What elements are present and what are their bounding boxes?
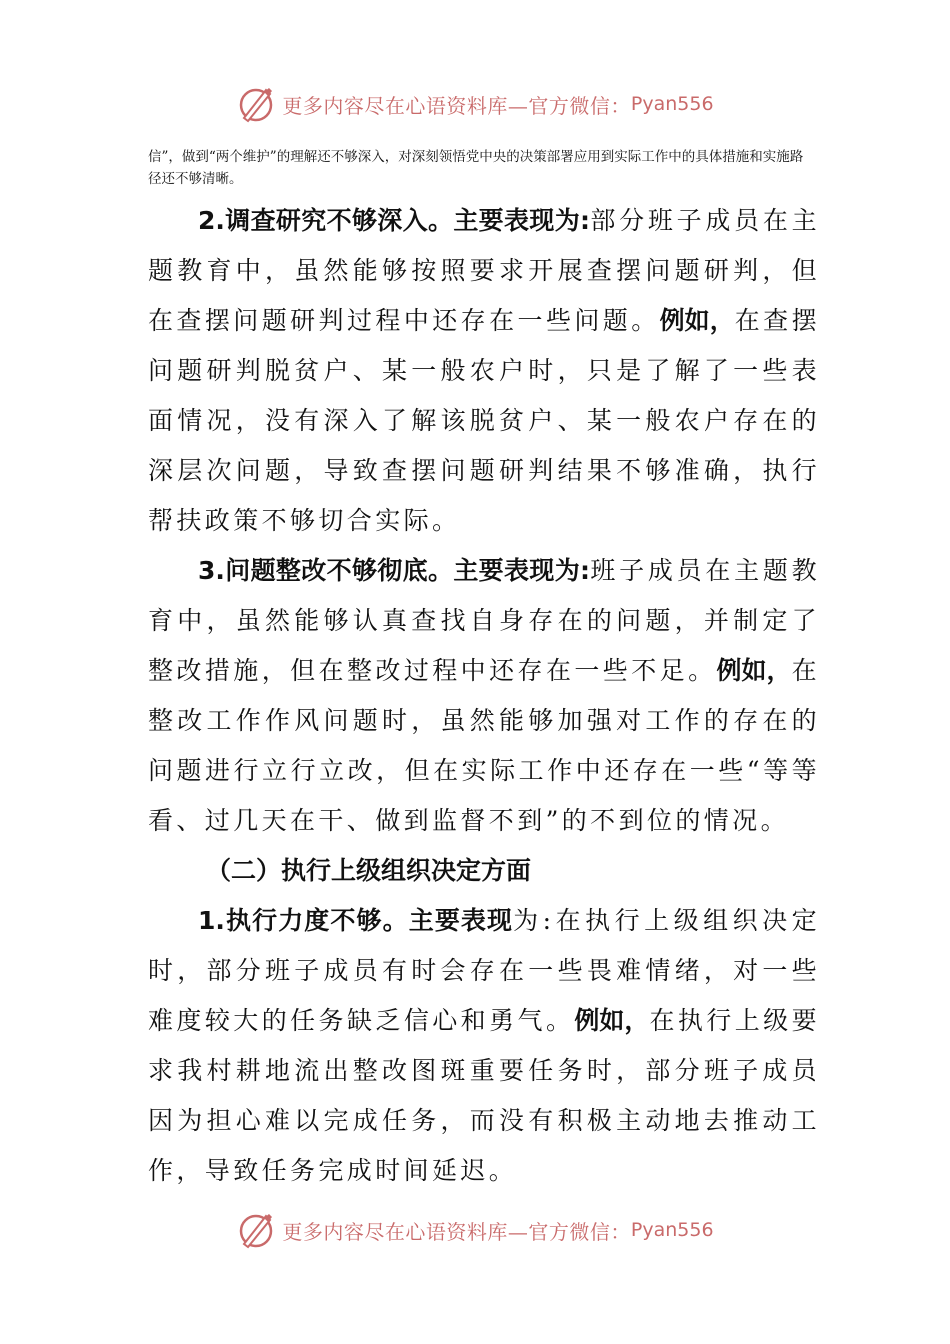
paragraph-rectification [148, 546, 820, 846]
example-label-2: 例如， [716, 656, 792, 685]
intro-paragraph: 信”，做到“两个维护”的理解还不够深入，对深刻领悟党中央的决策部署应用到实际工作中的具体措施和实施路径还不够清晰。 [148, 149, 804, 187]
text-investigation-2: 在查摆问题研判脱贫户、某一般农户时，只是了解了一些表面情况，没有深入了解该脱贫户、某一般农户存在的深层次问题，导致查摆问题研判结果不够准确，执行帮扶政策不够切合实际。 [148, 306, 820, 535]
example-label-1: 例如， [659, 306, 735, 335]
text-execution-1: 为:在执行上级组织决定时，部分班子成员有时会存在一些畏难情绪，对一些难度较大的任务缺乏信心和勇气。 [148, 906, 820, 1035]
paragraph-investigation [148, 196, 820, 546]
text-rectification-2: 在整改工作作风问题时，虽然能够加强对工作的存在的问题进行立行立改，但在实际工作中还存在一些“等等看、过几天在干、做到监督不到”的不到位的情况。 [148, 656, 820, 835]
watermark-banner-top [0, 82, 950, 126]
section-heading-2 [148, 846, 820, 896]
section-title: （二）执行上级组织决定方面 [206, 856, 532, 885]
heading-execution: 1.执行力度不够。主要表现 [198, 906, 514, 935]
text-rectification-1: 班子成员在主题教育中，虽然能够认真查找自身存在的问题，并制定了整改措施，但在整改过程中还存在一些不足。 [148, 556, 820, 685]
heading-rectification: 3.问题整改不够彻底。主要表现为: [198, 556, 591, 585]
pen-logo-icon [236, 84, 276, 124]
text-investigation-1: 部分班子成员在主题教育中，虽然能够按照要求开展查摆问题研判，但在查摆问题研判过程中还存在一些问题。 [148, 206, 820, 335]
watermark-wechat: Pyan556 [630, 93, 714, 115]
watermark-wechat: Pyan556 [630, 1219, 714, 1241]
watermark-banner-bottom [0, 1208, 950, 1252]
heading-investigation: 2.调查研究不够深入。主要表现为: [198, 206, 591, 235]
pen-logo-icon [236, 1210, 276, 1250]
text-execution-2: 在执行上级要求我村耕地流出整改图斑重要任务时，部分班子成员因为担心难以完成任务，而没有积极主动地去推动工作，导致任务完成时间延迟。 [148, 1006, 820, 1185]
paragraph-execution [148, 896, 820, 1196]
document-body [148, 196, 820, 1196]
example-label-3: 例如， [574, 1006, 650, 1035]
watermark-text: 更多内容尽在心语资料库—官方微信： [282, 93, 631, 118]
watermark-text: 更多内容尽在心语资料库—官方微信： [282, 1219, 631, 1244]
